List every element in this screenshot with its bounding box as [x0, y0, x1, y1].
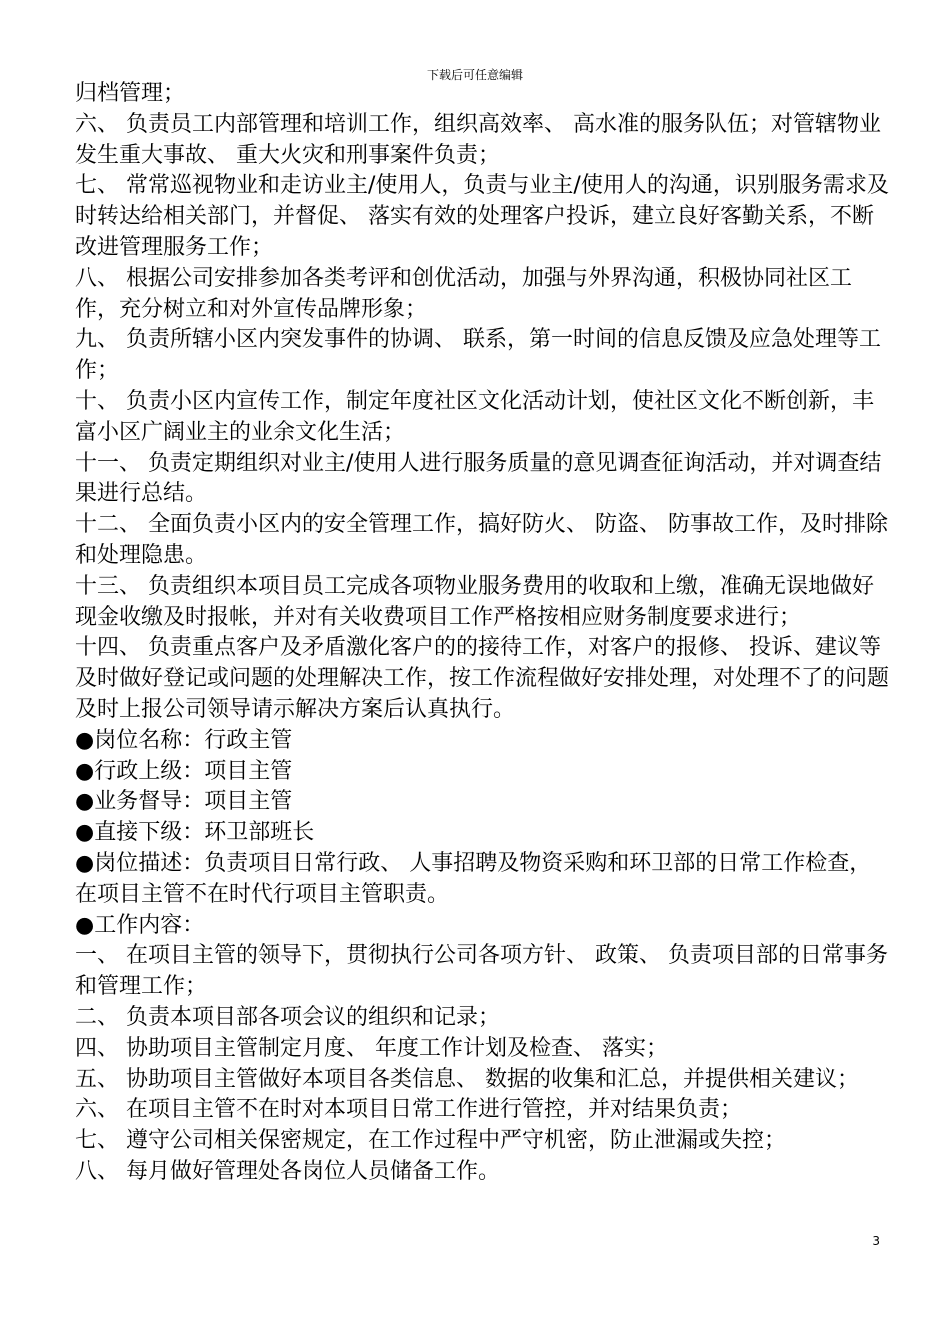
bullet-item: ●业务督导：项目主管 [75, 789, 293, 815]
paragraph: 四、 协助项目主管制定月度、 年度工作计划及检查、 落实； [75, 1035, 668, 1061]
paragraph: 十四、 负责重点客户及矛盾激化客户的的接待工作，对客户的报修、 投诉、建议等及时做好登记或问题的处理解决工作，按工作流程做好安排处理，对处理不了的问题及时上报公司领导请示解决方案后认真执行。 [75, 635, 890, 722]
bullet-item: ●行政上级：项目主管 [75, 758, 293, 784]
paragraph: 六、 负责员工内部管理和培训工作，组织高效率、 高水准的服务队伍；对管辖物业发生重大事故、 重大火灾和刑事案件负责； [75, 111, 881, 168]
paragraph: 十一、 负责定期组织对业主/使用人进行服务质量的意见调查征询活动，并对调查结果进行总结。 [75, 450, 882, 507]
page-header: 下载后可任意编辑 [426, 68, 523, 82]
paragraph: 十二、 全面负责小区内的安全管理工作，搞好防火、 防盗、 防事故工作，及时排除和处理隐患。 [75, 512, 888, 568]
bullet-item: ●岗位描述：负责项目日常行政、 人事招聘及物资采购和环卫部的日常工作检查，在项目主管不在时代行项目主管职责。 [75, 850, 872, 907]
bullet-item: ●直接下级：环卫部班长 [75, 820, 315, 846]
paragraph: 归档管理； [75, 81, 186, 106]
paragraph: 八、 每月做好管理处各岗位人员储备工作。 [75, 1158, 500, 1184]
paragraph: 一、 在项目主管的领导下，贯彻执行公司各项方针、 政策、 负责项目部的日常事务和管理工作； [75, 943, 888, 1000]
paragraph: 五、 协助项目主管做好本项目各类信息、 数据的收集和汇总，并提供相关建议； [75, 1066, 859, 1092]
paragraph: 十三、 负责组织本项目员工完成各项物业服务费用的收取和上缴，准确无误地做好现金收缴及时报帐，并对有关收费项目工作严格按相应财务制度要求进行； [75, 573, 874, 630]
paragraph: 十、 负责小区内宣传工作，制定年度社区文化活动计划，使社区文化不断创新，丰富小区广阔业主的业余文化生活； [75, 388, 874, 445]
paragraph: 七、 常常巡视物业和走访业主/使用人，负责与业主/使用人的沟通，识别服务需求及时转达给相关部门，并督促、 落实有效的处理客户投诉，建立良好客勤关系，不断改进管理服务工作； [75, 173, 889, 260]
bullet-item: ●岗位名称：行政主管 [75, 727, 293, 753]
paragraph: 八、 根据公司安排参加各类考评和创优活动，加强与外界沟通，积极协同社区工作，充分树立和对外宣传品牌形象； [75, 265, 852, 322]
paragraph: 九、 负责所辖小区内突发事件的协调、 联系，第一时间的信息反馈及应急处理等工作； [75, 327, 881, 384]
page-number: 3 [872, 1234, 880, 1248]
bullet-item: ●工作内容： [75, 912, 205, 938]
paragraph: 六、 在项目主管不在时对本项目日常工作进行管控，并对结果负责； [75, 1097, 742, 1123]
document-body [75, 79, 890, 1188]
paragraph: 二、 负责本项目部各项会议的组织和记录； [75, 1004, 500, 1030]
paragraph: 七、 遵守公司相关保密规定，在工作过程中严守机密，防止泄漏或失控； [75, 1128, 786, 1154]
